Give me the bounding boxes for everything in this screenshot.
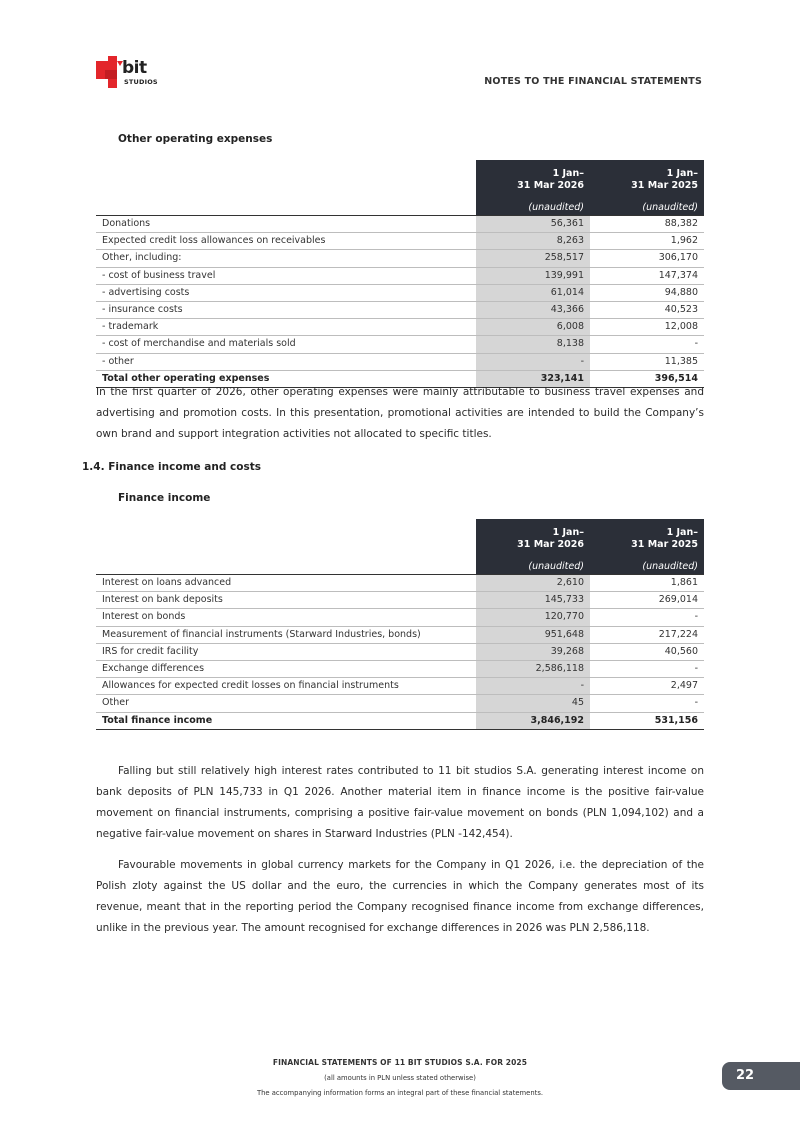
table-row: Other, including: 258,517 306,170 xyxy=(96,250,704,267)
table-row: - trademark 6,008 12,008 xyxy=(96,319,704,336)
table-row: - other - 11,385 xyxy=(96,353,704,370)
other-opex-heading: Other operating expenses xyxy=(118,133,273,145)
table-row: - advertising costs 61,014 94,880 xyxy=(96,284,704,301)
table-row: Measurement of financial instruments (Starward Industries, bonds) 951,648 217,224 xyxy=(96,626,704,643)
column-header-2025: 1 Jan– 31 Mar 2025 xyxy=(590,160,704,200)
table-row: Allowances for expected credit losses on financial instruments - 2,497 xyxy=(96,678,704,695)
table-row: Interest on bonds 120,770 - xyxy=(96,609,704,626)
table-row: Interest on loans advanced 2,610 1,861 xyxy=(96,575,704,592)
audit-status-2026: (unaudited) xyxy=(476,559,590,575)
page-header-title: NOTES TO THE FINANCIAL STATEMENTS xyxy=(484,76,702,87)
table-row: - insurance costs 43,366 40,523 xyxy=(96,301,704,318)
table-row: Interest on bank deposits 145,733 269,014 xyxy=(96,592,704,609)
paragraph-exchange-differences: Favourable movements in global currency markets for the Company in Q1 2026, i.e. the depreciation of the Polish zloty against the US dollar and the euro, the currencies in which the Company generates most of its revenue, meant that in the reporting period the Company recognised finance income from exchange differences, unlike in the previous year. The amount recognised for exchange differences in 2026 was PLN 2,586,118. xyxy=(96,859,704,934)
page-number: 22 xyxy=(722,1062,800,1090)
finance-income-heading: Finance income xyxy=(118,492,211,504)
table-row: - cost of merchandise and materials sold 8,138 - xyxy=(96,336,704,353)
paragraph-interest-income: Falling but still relatively high interest rates contributed to 11 bit studios S.A. generating interest income on bank deposits of PLN 145,733 in Q1 2026. Another material item in finance income is the positive fair-value movement on financial instruments, comprising a positive fair-value movement on bonds (PLN 1,094,102) and a negative fair-value movement on shares in Starward Industries (PLN -142,454). xyxy=(96,765,704,840)
table-row: Expected credit loss allowances on receivables 8,263 1,962 xyxy=(96,233,704,250)
table-row: - cost of business travel 139,991 147,374 xyxy=(96,267,704,284)
logo-mark-icon xyxy=(96,56,124,88)
table-row: Other 45 - xyxy=(96,695,704,712)
column-header-2025: 1 Jan– 31 Mar 2025 xyxy=(590,519,704,559)
section-heading-finance: 1.4. Finance income and costs xyxy=(82,461,261,473)
column-header-2026: 1 Jan– 31 Mar 2026 xyxy=(476,160,590,200)
finance-income-table xyxy=(96,519,704,730)
footer-note-amounts: (all amounts in PLN unless stated otherwise) xyxy=(324,1074,476,1082)
audit-status-2025: (unaudited) xyxy=(590,200,704,216)
footer-title: FINANCIAL STATEMENTS OF 11 BIT STUDIOS S.A. FOR 2025 xyxy=(272,1058,528,1067)
table-header-row xyxy=(96,519,704,559)
table-subheader-row xyxy=(96,559,704,575)
table-header-row xyxy=(96,160,704,200)
other-opex-table xyxy=(96,160,704,388)
table-subheader-row xyxy=(96,200,704,216)
logo-text: bit xyxy=(122,58,147,78)
table-row: IRS for credit facility 39,268 40,560 xyxy=(96,643,704,660)
table-row: Exchange differences 2,586,118 - xyxy=(96,660,704,677)
paragraph-other-opex: In the first quarter of 2026, other operating expenses were mainly attributable to business travel expenses and advertising and promotion costs. In this presentation, promotional activities are intended to build the Company’s own brand and support integration activities not allocated to specific titles. xyxy=(96,386,704,440)
table-row: Donations 56,361 88,382 xyxy=(96,216,704,233)
column-header-2026: 1 Jan– 31 Mar 2026 xyxy=(476,519,590,559)
table-total-row: Total finance income 3,846,192 531,156 xyxy=(96,712,704,729)
table-total-row: Total other operating expenses 323,141 396,514 xyxy=(96,370,704,387)
logo-subtext: STUDIOS xyxy=(124,78,158,86)
audit-status-2025: (unaudited) xyxy=(590,559,704,575)
audit-status-2026: (unaudited) xyxy=(476,200,590,216)
company-logo xyxy=(96,56,160,92)
footer-note-integral: The accompanying information forms an integral part of these financial statements. xyxy=(256,1089,544,1097)
